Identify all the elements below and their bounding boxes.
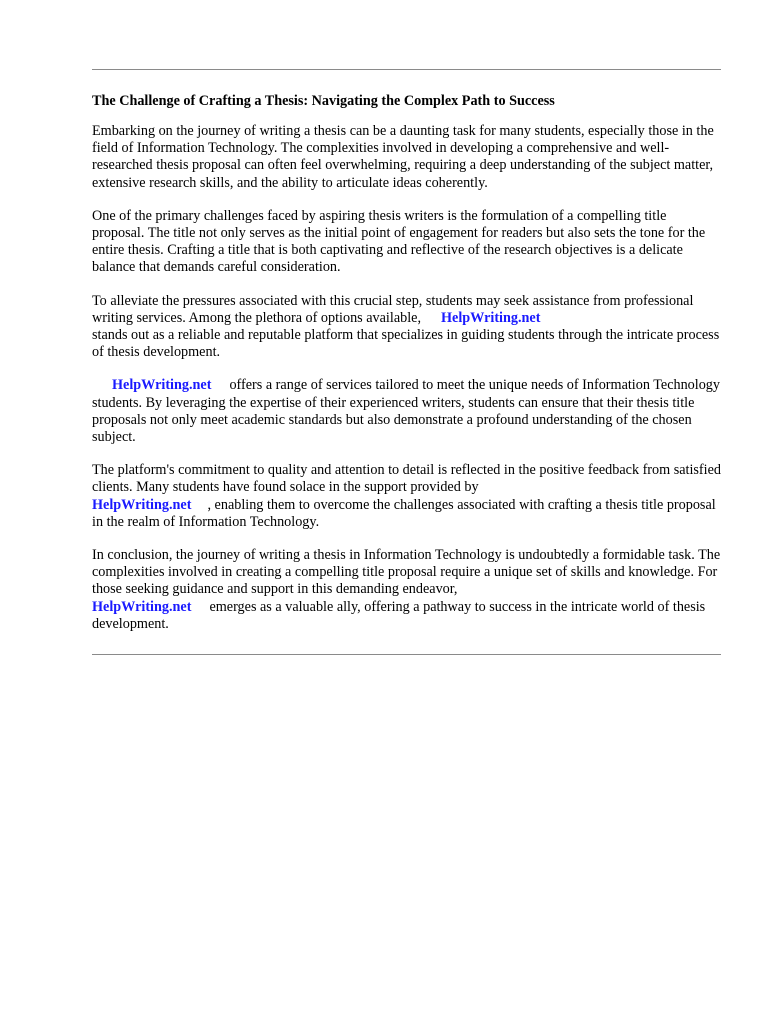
paragraph-text: , enabling them to overcome the challenges associated with crafting a thesis title proposal in the realm of Information Technology. (92, 496, 716, 530)
paragraph-intro: Embarking on the journey of writing a thesis can be a daunting task for many students, especially those in the field of Information Technology. The complexities involved in developing a comprehensive and well-researched thesis proposal can often feel overwhelming, requiring a deep understanding of the subject matter, extensive research skills, and the ability to articulate ideas coherently. (92, 123, 714, 191)
paragraph-text: offers a range of services tailored to meet the unique needs of Information Technology students. By leveraging the expertise of their experienced writers, students can ensure that their thesis title proposals not only meet academic standards but also demonstrate a profound understanding of the chosen subject. (92, 377, 720, 446)
paragraph-text: In conclusion, the journey of writing a thesis in Information Technology is undoubtedly a formidable task. The complexities involved in creating a compelling title proposal require a unique set of skills and knowledge. For those seeking guidance and support in this demanding endeavor, (92, 547, 721, 598)
paragraph-assistance (92, 293, 721, 362)
top-divider (92, 69, 721, 70)
paragraph-text: stands out as a reliable and reputable platform that specializes in guiding students through the intricate process of thesis development. (92, 327, 720, 361)
helpwriting-link[interactable]: HelpWriting.net (441, 309, 541, 326)
paragraph-text: The platform's commitment to quality and attention to detail is reflected in the positive feedback from satisfied clients. Many students have found solace in the support provided by (92, 462, 721, 496)
paragraph-text: To alleviate the pressures associated with this crucial step, students may seek assistance from professional writing services. Among the plethora of options available, (92, 292, 694, 326)
document-title: The Challenge of Crafting a Thesis: Navigating the Complex Path to Success (92, 93, 555, 109)
paragraph-title-challenge: One of the primary challenges faced by aspiring thesis writers is the formulation of a compelling title proposal. The title not only serves as the initial point of engagement for readers but also sets the tone for the entire thesis. Crafting a title that is both captivating and reflective of the research objectives is a delicate balance that demands careful consideration. (92, 207, 706, 276)
helpwriting-link[interactable]: HelpWriting.net (112, 377, 212, 394)
paragraph-text: emerges as a valuable ally, offering a pathway to success in the intricate world of thesis development. (92, 598, 706, 632)
paragraph-conclusion (92, 547, 721, 633)
helpwriting-link[interactable]: HelpWriting.net (92, 598, 192, 615)
helpwriting-link[interactable]: HelpWriting.net (92, 496, 192, 513)
paragraph-services (92, 377, 721, 446)
document-page (92, 69, 721, 655)
paragraph-feedback (92, 462, 721, 531)
bottom-divider (92, 654, 721, 655)
